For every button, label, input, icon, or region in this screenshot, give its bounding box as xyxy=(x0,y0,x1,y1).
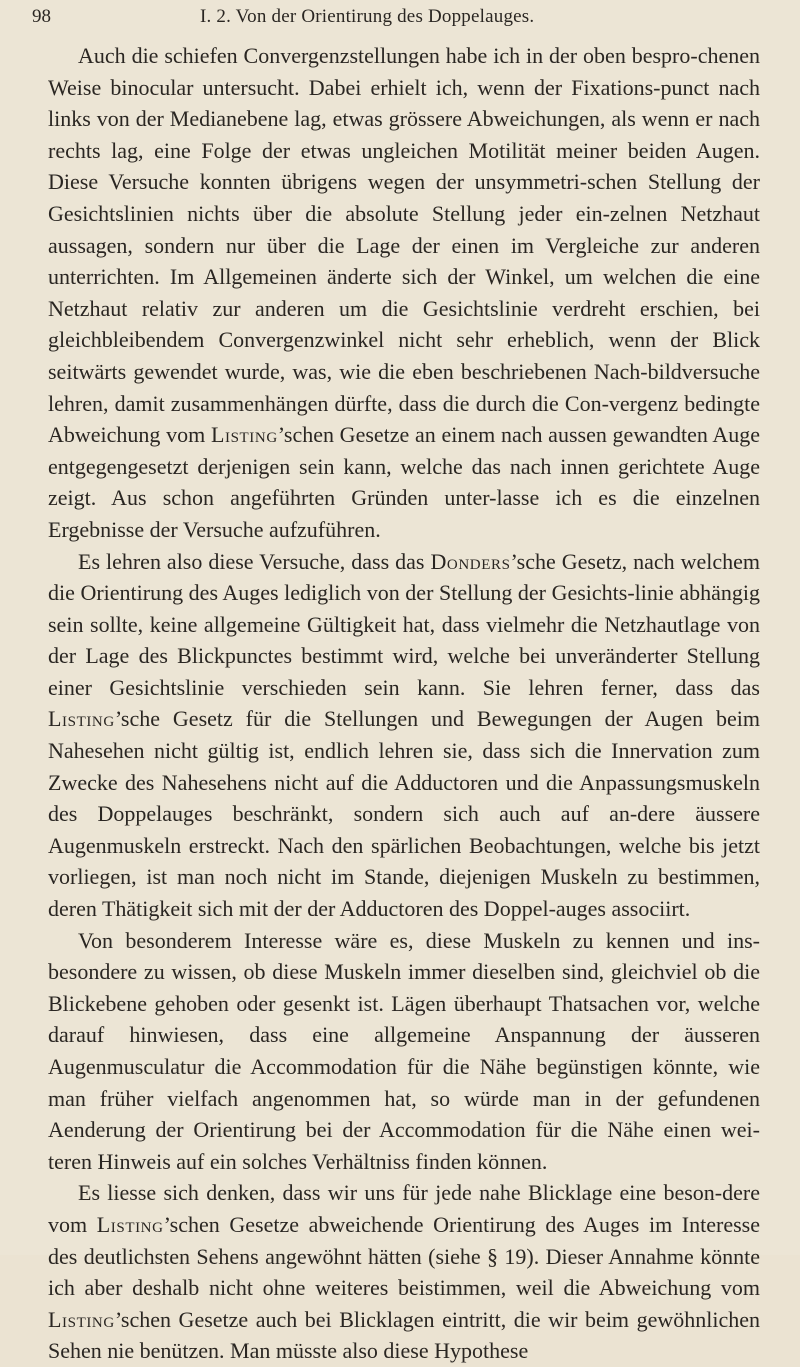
text-segment: Auch die schiefen Convergenzstellungen habe ich in der oben bespro-chenen Weise binocular untersucht. Dabei erhielt ich, wenn der Fixations-punct nach links von der Medianebene lag, etwas grössere Abweichungen, als wenn er nach rechts lag, eine Folge der etwas ungleichen Motilität meiner beiden Augen. Diese Versuche konnten übrigens wegen der unsymmetri-schen Stellung der Gesichtslinien nichts über die absolute Stellung jeder ein-zelnen Netzhaut aussagen, sondern nur über die Lage der einen im Vergleiche zur anderen unterrichten. Im Allgemeinen änderte sich der Winkel, um welchen die eine Netzhaut relativ zur anderen um die Gesichtslinie verdreht erschien, bei gleichbleibendem Convergenzwinkel nicht sehr erheblich, wenn der Blick seitwärts gewendet wurde, was, wie die eben beschriebenen Nach-bildversuche lehren, damit zusammenhängen dürfte, dass die durch die Con-vergenz bedingte Abweichung vom xyxy=(48,43,760,448)
text-segment: Von besonderem Interesse wäre es, diese Muskeln zu kennen und ins-besondere zu wissen, ob diese Muskeln immer dieselben sind, gleichviel ob die Blickebene gehoben oder gesenkt ist. Lägen überhaupt Thatsachen vor, welche darauf hinwiesen, dass eine allgemeine Anspannung der äusseren Augenmusculatur die Accommodation für die Nähe begünstigen könnte, wie man früher vielfach angenommen hat, so würde man in der gefundenen Aenderung der Orientirung bei der Accommodation für die Nähe einen wei-teren Hinweis auf ein solches Verhältniss finden können. xyxy=(48,927,760,1174)
author-name-smallcaps: Listing xyxy=(48,1306,115,1332)
text-segment: ’schen Gesetze auch bei Blicklagen eintritt, die wir beim gewöhnlichen Sehen nie benützen. Man müsste also diese Hypothese xyxy=(48,1306,760,1364)
text-segment: ’sche Gesetz, nach welchem die Orientirung des Auges lediglich von der Stellung der Gesichts-linie abhängig sein sollte, keine allgemeine Gültigkeit hat, dass vielmehr die Netzhautlage von der Lage des Blickpunctes bestimmt wird, welche bei unveränderter Stellung einer Gesichtslinie verschieden sein kann. Sie lehren ferner, dass das xyxy=(48,548,760,700)
author-name-smallcaps: Listing xyxy=(210,422,278,448)
page-number: 98 xyxy=(32,6,51,27)
page-header xyxy=(20,4,720,32)
paragraph xyxy=(48,40,760,546)
text-segment: ’schen Gesetze abweichende Orientirung des Auges im Interesse des deutlichsten Sehens angewöhnt hätten (siehe § 19). Dieser Annahme könnte ich aber deshalb nicht ohne weiteres beistimmen, weil die Abweichung vom xyxy=(48,1211,760,1301)
text-segment: ’sche Gesetz für die Stellungen und Bewegungen der Augen beim Nahesehen nicht gültig ist, endlich lehren sie, dass sich die Innervation zum Zwecke des Nahesehens nicht auf die Adductoren und die Anpassungsmuskeln des Doppelauges beschränkt, sondern sich auch auf an-dere äussere Augenmuskeln erstreckt. Nach den spärlichen Beobachtungen, welche bis jetzt vorliegen, ist man noch nicht im Stande, diejenigen Muskeln zu bestimmen, deren Thätigkeit sich mit der der Adductoren des Doppel-auges associirt. xyxy=(48,706,760,922)
author-name-smallcaps: Listing xyxy=(48,706,115,732)
paragraph xyxy=(48,925,760,1178)
text-segment: Es lehren also diese Versuche, dass das xyxy=(78,548,431,574)
text-segment: Es liesse sich denken, dass wir uns für jede nahe Blicklage eine beson-dere vom xyxy=(48,1180,760,1237)
running-head: I. 2. Von der Orientirung des Doppelauges. xyxy=(200,6,535,27)
paragraph xyxy=(48,1177,760,1367)
paragraph xyxy=(48,546,760,925)
author-name-smallcaps: Donders xyxy=(430,548,511,574)
body-text xyxy=(48,40,760,1367)
author-name-smallcaps: Listing xyxy=(96,1211,164,1237)
text-segment: ’schen Gesetze an einem nach aussen gewandten Auge entgegengesetzt derjenigen sein kann, welche das nach innen gerichtete Auge zeigt. Aus schon angeführten Gründen unter-lasse ich es die einzelnen Ergebnisse der Versuche aufzuführen. xyxy=(48,422,760,542)
